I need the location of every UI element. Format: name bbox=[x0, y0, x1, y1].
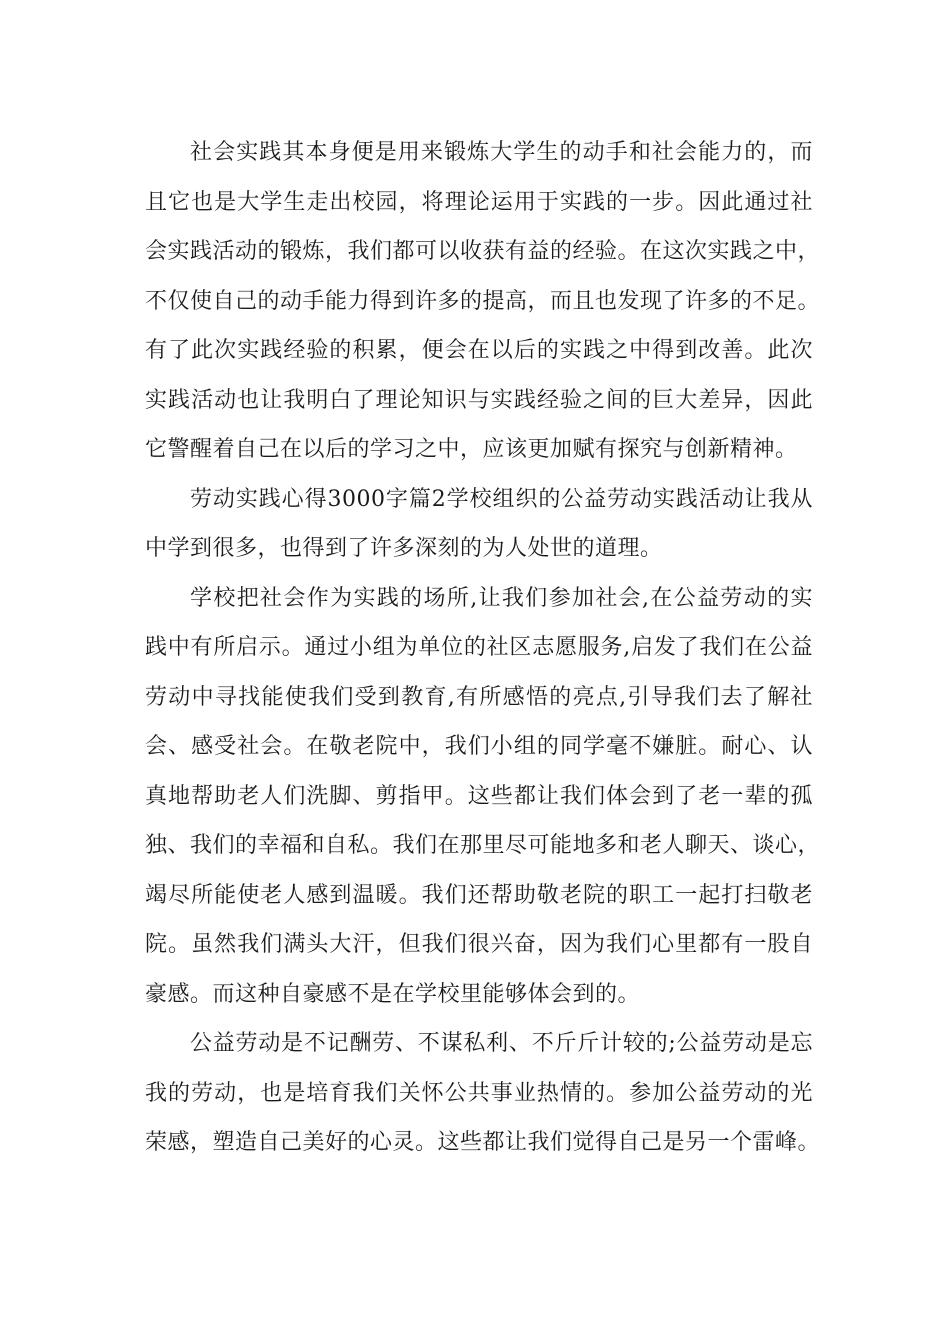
text-line: 社会实践其本身便是用来锻炼大学生的动手和社会能力的，而 bbox=[190, 140, 813, 165]
text-line: 豪感。而这种自豪感不是在学校里能够体会到的。 bbox=[145, 981, 641, 1007]
text-line: 且它也是大学生走出校园，将理论运用于实践的一步。因此通过社 bbox=[145, 189, 813, 215]
paragraph-4 bbox=[145, 1019, 821, 1168]
text-line: 独、我们的幸福和自私。我们在那里尽可能地多和老人聊天、谈心， bbox=[145, 833, 821, 858]
text-line: 公益劳动是不记酬劳、不谋私利、不斤斤计较的;公益劳动是忘 bbox=[190, 1031, 813, 1056]
text-line: 荣感，塑造自己美好的心灵。这些都让我们觉得自己是另一个雷峰。 bbox=[145, 1130, 821, 1155]
paragraph-1 bbox=[145, 128, 821, 475]
paragraph-3 bbox=[145, 574, 821, 1020]
text-line: 它警醒着自己在以后的学习之中，应该更加赋有探究与创新精神。 bbox=[145, 437, 798, 462]
text-line: 竭尽所能使老人感到温暖。我们还帮助敬老院的职工一起打扫敬老 bbox=[145, 882, 813, 908]
text-line: 会、感受社会。在敬老院中，我们小组的同学毫不嫌脏。耐心、认 bbox=[145, 734, 813, 759]
paragraph-2 bbox=[145, 475, 813, 574]
text-line: 会实践活动的锻炼，我们都可以收获有益的经验。在这次实践之中， bbox=[145, 239, 821, 264]
text-line: 实践活动也让我明白了理论知识与实践经验之间的巨大差异，因此 bbox=[145, 387, 813, 413]
text-line: 劳动中寻找能使我们受到教育,有所感悟的亮点,引导我们去了解社 bbox=[145, 684, 813, 710]
document-body bbox=[145, 128, 821, 1168]
text-line: 我的劳动，也是培育我们关怀公共事业热情的。参加公益劳动的光 bbox=[145, 1080, 813, 1106]
text-line: 有了此次实践经验的积累，便会在以后的实践之中得到改善。此次 bbox=[145, 338, 813, 363]
text-line: 真地帮助老人们洗脚、剪指甲。这些都让我们体会到了老一辈的孤 bbox=[145, 783, 813, 809]
text-line: 中学到很多，也得到了许多深刻的为人处世的道理。 bbox=[145, 536, 663, 561]
text-line: 践中有所启示。通过小组为单位的社区志愿服务,启发了我们在公益 bbox=[145, 635, 813, 660]
text-line: 学校把社会作为实践的场所,让我们参加社会,在公益劳动的实 bbox=[190, 585, 813, 611]
text-line: 不仅使自己的动手能力得到许多的提高，而且也发现了许多的不足。 bbox=[145, 288, 821, 314]
text-line: 劳动实践心得3000字篇2学校组织的公益劳动实践活动让我从 bbox=[190, 486, 813, 512]
text-line: 院。虽然我们满头大汗，但我们很兴奋，因为我们心里都有一股自 bbox=[145, 932, 813, 957]
